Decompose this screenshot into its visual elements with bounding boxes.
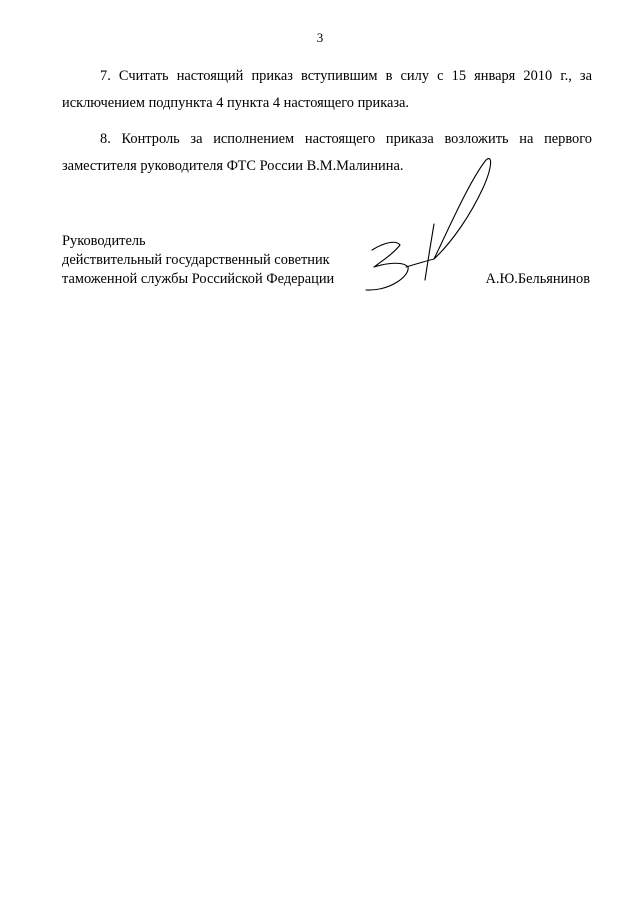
signatory-title-line: таможенной службы Российской Федерации (62, 271, 335, 287)
signatory-title-block (62, 232, 334, 289)
document-body (62, 63, 592, 189)
page-number: 3 (316, 30, 324, 45)
signatory-title-line: Руководитель (62, 233, 146, 249)
paragraph-7: 7. Считать настоящий приказ вступившим в силу с 15 января 2010 г., за исключением подпункта 4 пункта 4 настоящего приказа. (62, 68, 592, 111)
signatory-name: А.Ю.Бельянинов (485, 271, 590, 287)
paragraph-8: 8. Контроль за исполнением настоящего приказа возложить на первого заместителя руководителя ФТС России В.М.Малинина. (62, 131, 592, 174)
signatory-title-line: действительный государственный советник (62, 252, 330, 268)
handwritten-signature-icon (330, 150, 500, 300)
